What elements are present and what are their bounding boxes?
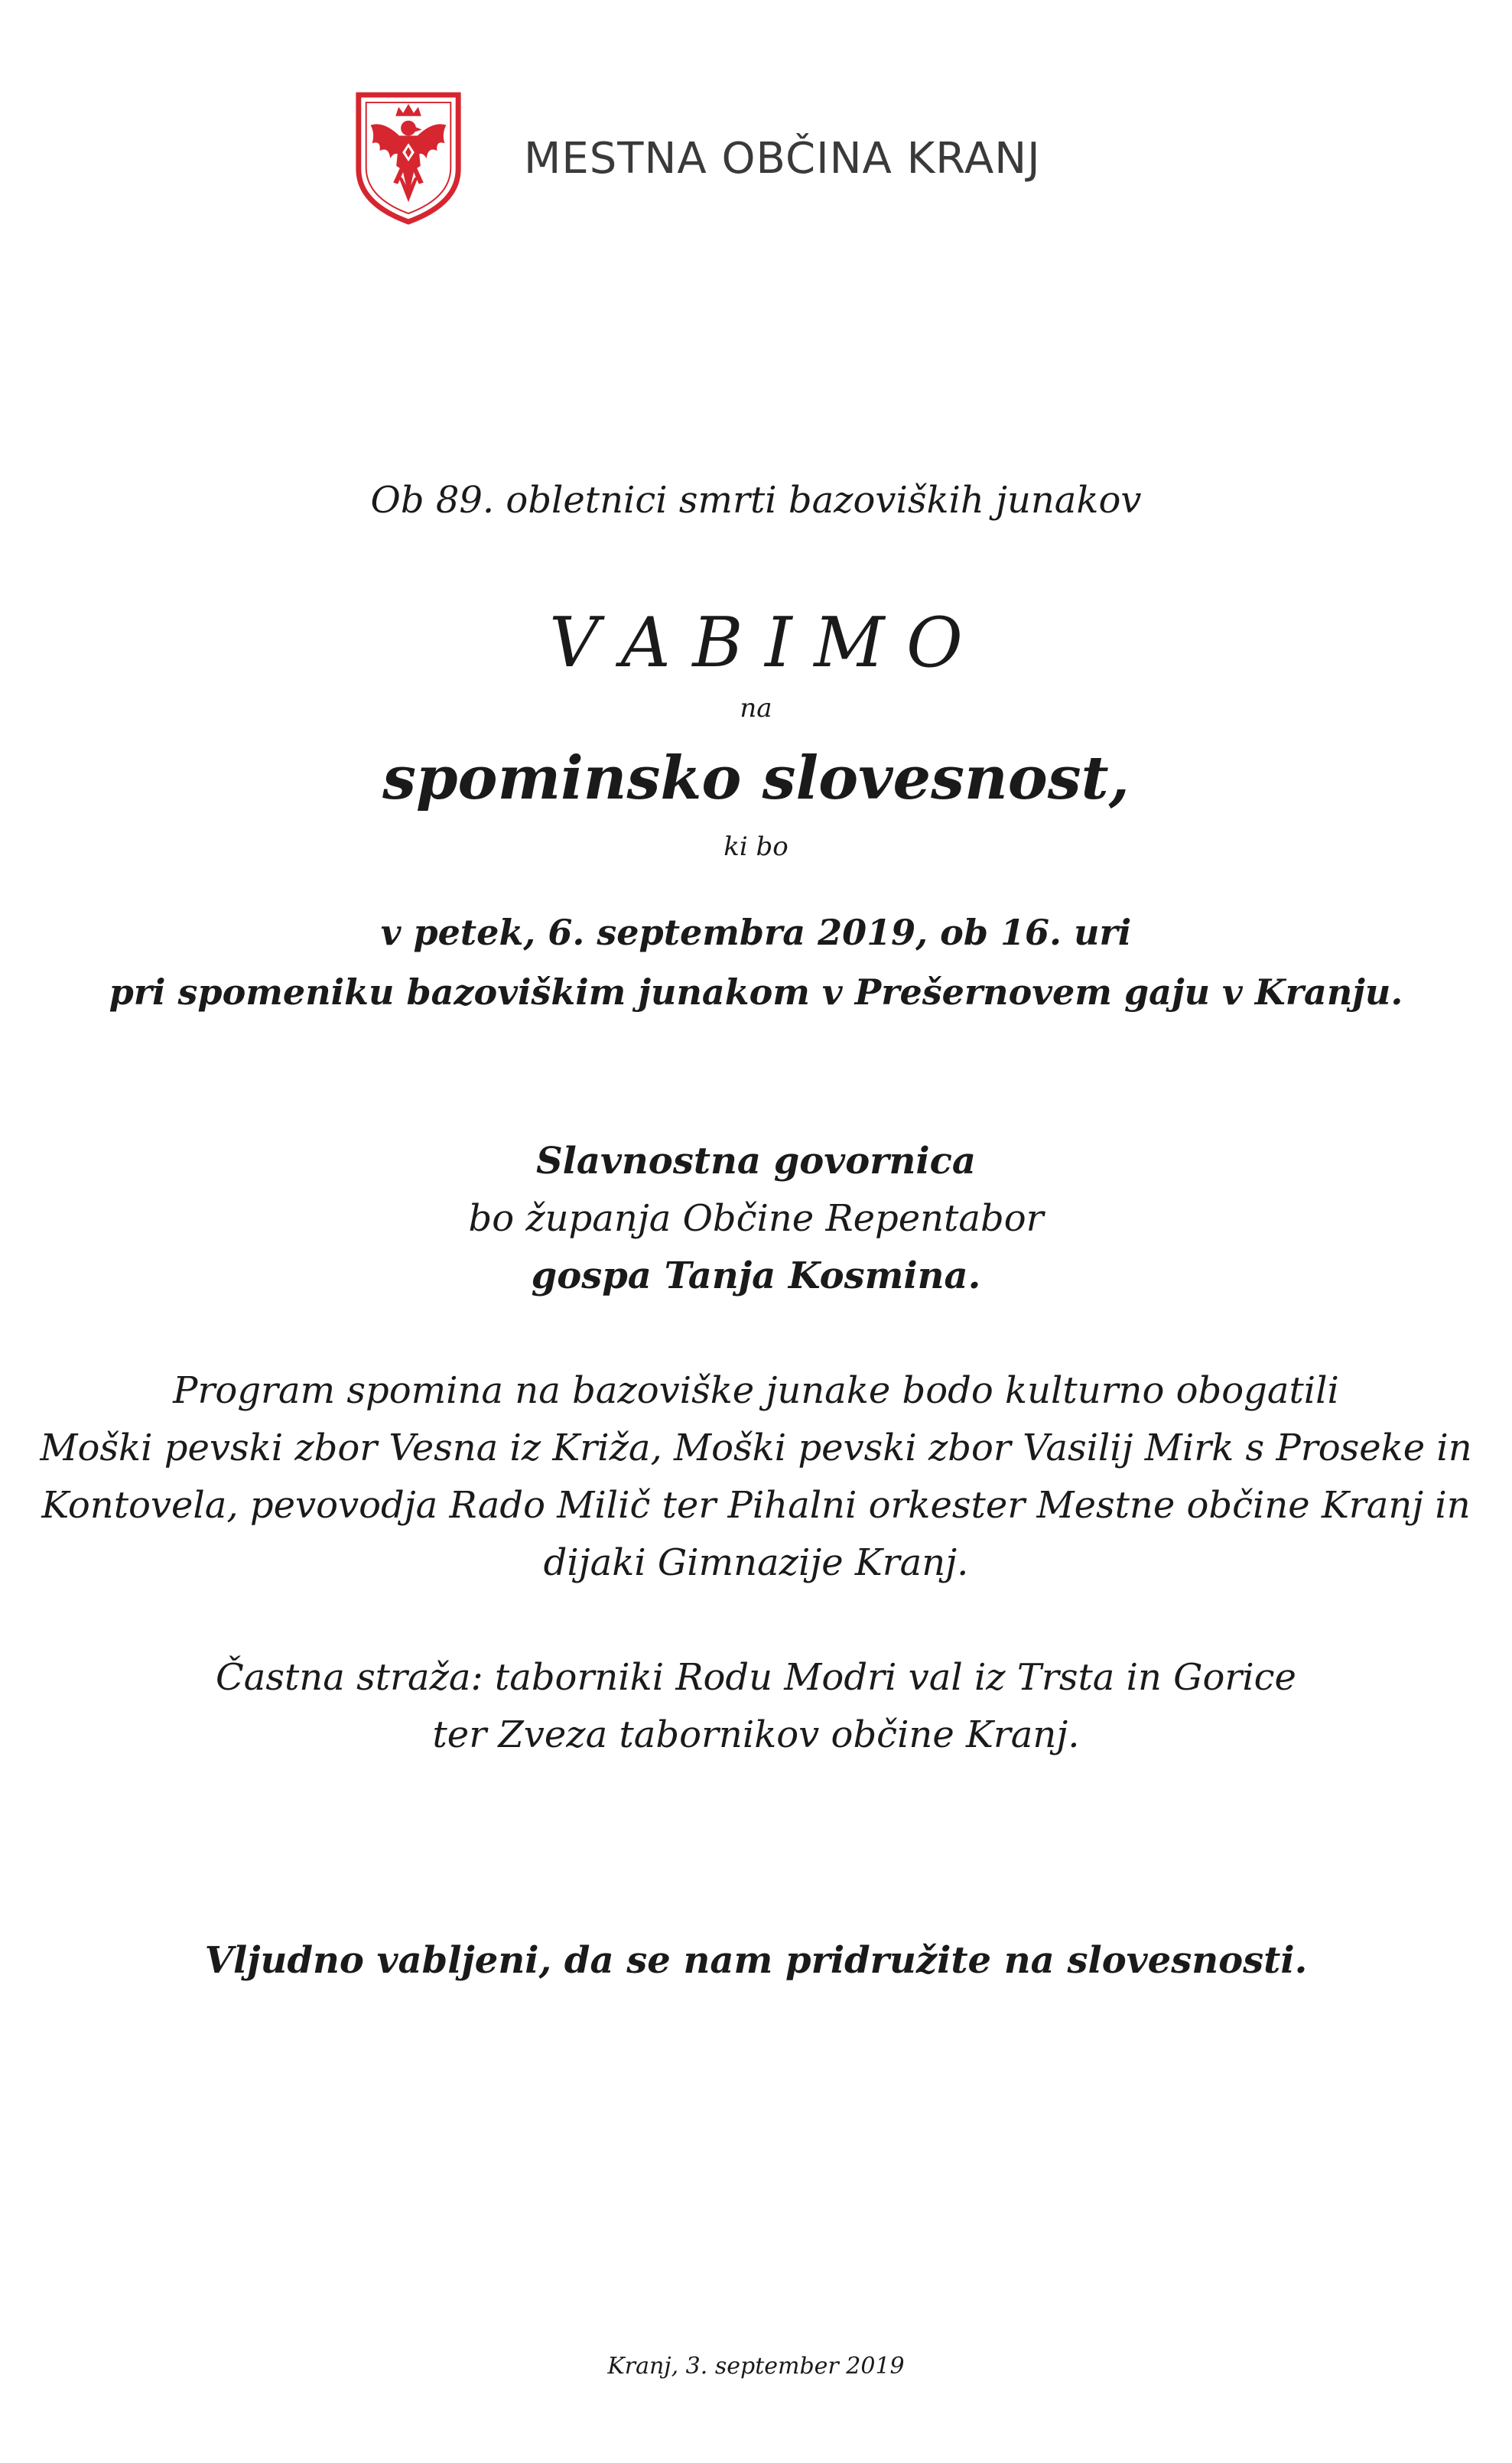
connector-ki-bo: ki bo	[723, 831, 789, 862]
event-name: spominsko slovesnost,	[382, 743, 1130, 813]
program-line: Moški pevski zbor Vesna iz Križa, Moški pevski zbor Vasilij Mirk s Proseke in	[40, 1427, 1472, 1469]
speaker-heading: Slavnostna govornica	[536, 1140, 976, 1183]
speaker-role: bo županja Občine Repentabor	[468, 1197, 1044, 1240]
speaker-name: gospa Tanja Kosmina.	[531, 1254, 981, 1297]
guard-line: ter Zveza tabornikov občine Kranj.	[432, 1713, 1080, 1756]
event-place: pri spomeniku bazoviškim junakom v Prešernovem gaju v Kranju.	[109, 971, 1403, 1013]
coat-of-arms-icon	[348, 90, 469, 226]
program-line: Program spomina na bazoviške junake bodo kulturno obogatili	[173, 1369, 1339, 1412]
intro-line: Ob 89. obletnici smrti bazoviških junakov	[370, 479, 1142, 522]
guard-line: Častna straža: taborniki Rodu Modri val iz Trsta in Gorice	[216, 1656, 1296, 1699]
organization-name: MESTNA OBČINA KRANJ	[524, 133, 1041, 184]
event-date: v petek, 6. septembra 2019, ob 16. uri	[380, 912, 1132, 953]
program-line: dijaki Gimnazije Kranj.	[543, 1541, 969, 1584]
letterhead	[348, 90, 1041, 226]
connector-na: na	[740, 693, 772, 724]
closing-line: Vljudno vabljeni, da se nam pridružite na slovesnosti.	[204, 1939, 1308, 1982]
invitation-title: V A B I M O	[549, 603, 963, 683]
program-line: Kontovela, pevovodja Rado Milič ter Pihalni orkester Mestne občine Kranj in	[41, 1484, 1471, 1527]
place-date: Kranj, 3. september 2019	[607, 2353, 905, 2380]
